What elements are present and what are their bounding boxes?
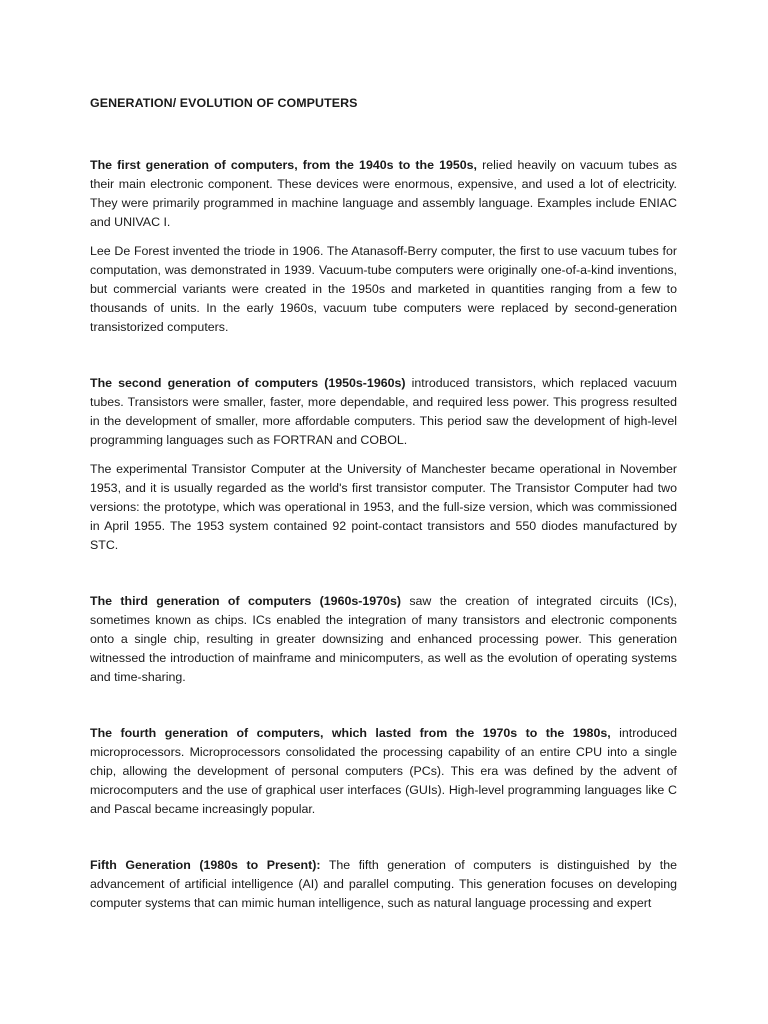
paragraph-third-generation bbox=[90, 592, 677, 687]
paragraph-first-generation bbox=[90, 156, 677, 232]
paragraph-body: The experimental Transistor Computer at the University of Manchester became operational in November 1953, and it is usually regarded as the world's first transistor computer. The Transistor Computer had two versions: the prototype, which was operational in 1953, and the full-size version, which was commissioned in April 1955. The 1953 system contained 92 point-contact transistors and 550 diodes manufactured by STC. bbox=[90, 462, 677, 552]
paragraph-lead-bold: Fifth Generation (1980s to Present): bbox=[90, 858, 321, 872]
paragraph-lead-bold: The first generation of computers, from the 1940s to the 1950s, bbox=[90, 158, 477, 172]
paragraph-lead-bold: The fourth generation of computers, which lasted from the 1970s to the 1980s, bbox=[90, 726, 611, 740]
paragraph-body: introduced transistors, which replaced vacuum tubes. Transistors were smaller, faster, more dependable, and required less power. This progress resulted in the development of smaller, more affordable computers. This period saw the development of high-level programming languages such as FORTRAN and COBOL. bbox=[90, 376, 677, 447]
paragraph-fifth-generation bbox=[90, 856, 677, 913]
paragraph-lead-bold: The third generation of computers (1960s-1970s) bbox=[90, 594, 401, 608]
paragraph-transistor-computer-history bbox=[90, 460, 677, 555]
document-title: GENERATION/ EVOLUTION OF COMPUTERS bbox=[90, 96, 358, 110]
paragraph-vacuum-tube-history bbox=[90, 242, 677, 337]
paragraph-body: Lee De Forest invented the triode in 1906. The Atanasoff-Berry computer, the first to use vacuum tubes for computation, was demonstrated in 1939. Vacuum-tube computers were originally one-of-a-kind inventions, but commercial variants were created in the 1950s and marketed in quantities ranging from a few to thousands of units. In the early 1960s, vacuum tube computers were replaced by second-generation transistorized computers. bbox=[90, 244, 677, 334]
paragraph-fourth-generation bbox=[90, 724, 677, 819]
paragraph-body: introduced microprocessors. Microprocessors consolidated the processing capability of an entire CPU into a single chip, allowing the development of personal computers (PCs). This era was defined by the advent of microcomputers and the use of graphical user interfaces (GUIs). High-level programming languages like C and Pascal became increasingly popular. bbox=[90, 726, 677, 816]
paragraph-lead-bold: The second generation of computers (1950s-1960s) bbox=[90, 376, 406, 390]
paragraph-body: saw the creation of integrated circuits (ICs), sometimes known as chips. ICs enabled the integration of many transistors and electronic components onto a single chip, resulting in greater downsizing and enhanced processing power. This generation witnessed the introduction of mainframe and minicomputers, as well as the evolution of operating systems and time-sharing. bbox=[90, 594, 678, 684]
paragraph-body: The fifth generation of computers is distinguished by the advancement of artificial intelligence (AI) and parallel computing. This generation focuses on developing computer systems that can mimic human intelligence, such as natural language processing and expert bbox=[90, 858, 677, 910]
document-page bbox=[90, 94, 677, 913]
paragraph-body: relied heavily on vacuum tubes as their main electronic component. These devices were enormous, expensive, and used a lot of electricity. They were primarily programmed in machine language and assembly language. Examples include ENIAC and UNIVAC I. bbox=[90, 158, 677, 229]
paragraph-second-generation bbox=[90, 374, 677, 450]
